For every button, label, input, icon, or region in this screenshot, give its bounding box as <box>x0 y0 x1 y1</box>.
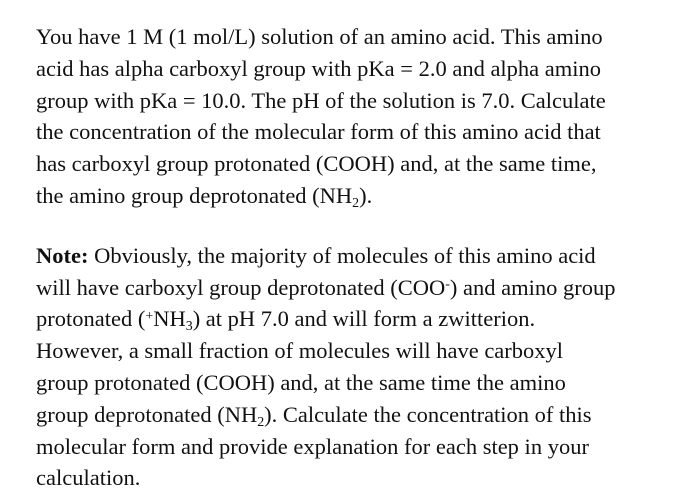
subscript: 3 <box>185 319 193 335</box>
text-run: protonated ( <box>36 306 146 332</box>
note-line: group protonated (COOH) and, at the same time the amino <box>36 369 566 395</box>
question-line: the concentration of the molecular form of this amino acid that <box>36 119 601 145</box>
subscript: 2 <box>257 414 265 430</box>
text-run: NH <box>153 306 186 332</box>
note-line: However, a small fraction of molecules will have carboxyl <box>36 338 564 364</box>
text-run: ). Calculate the concentration of this <box>264 401 592 427</box>
superscript: - <box>445 276 450 292</box>
note-line <box>36 272 686 304</box>
question-line <box>36 180 686 212</box>
note-line: calculation. <box>36 465 141 491</box>
question-paragraph <box>36 21 686 212</box>
note-line <box>36 303 686 335</box>
text-run: the amino group deprotonated (NH <box>36 182 353 208</box>
text-run: ) and amino group <box>449 274 616 300</box>
superscript: + <box>145 308 154 324</box>
text-run: will have carboxyl group deprotonated (COO <box>36 274 446 300</box>
subscript: 2 <box>352 195 360 211</box>
text-run: ) at pH 7.0 and will form a zwitterion. <box>192 306 536 332</box>
note-paragraph <box>36 240 686 494</box>
paragraph-gap <box>36 212 686 240</box>
question-line: group with pKa = 10.0. The pH of the solution is 7.0. Calculate <box>36 87 606 113</box>
text-run: ). <box>359 182 373 208</box>
question-line: acid has alpha carboxyl group with pKa = 2.0 and alpha amino <box>36 55 602 81</box>
text-run: Obviously, the majority of molecules of this amino acid <box>88 242 596 268</box>
text-run: group deprotonated (NH <box>36 401 258 427</box>
note-line <box>36 240 686 272</box>
note-line <box>36 399 686 431</box>
question-line: has carboxyl group protonated (COOH) and, at the same time, <box>36 151 597 177</box>
question-line: You have 1 M (1 mol/L) solution of an amino acid. This amino <box>36 24 603 49</box>
note-label: Note: <box>36 242 89 268</box>
document-body <box>36 21 686 494</box>
note-line: molecular form and provide explanation for each step in your <box>36 433 589 459</box>
